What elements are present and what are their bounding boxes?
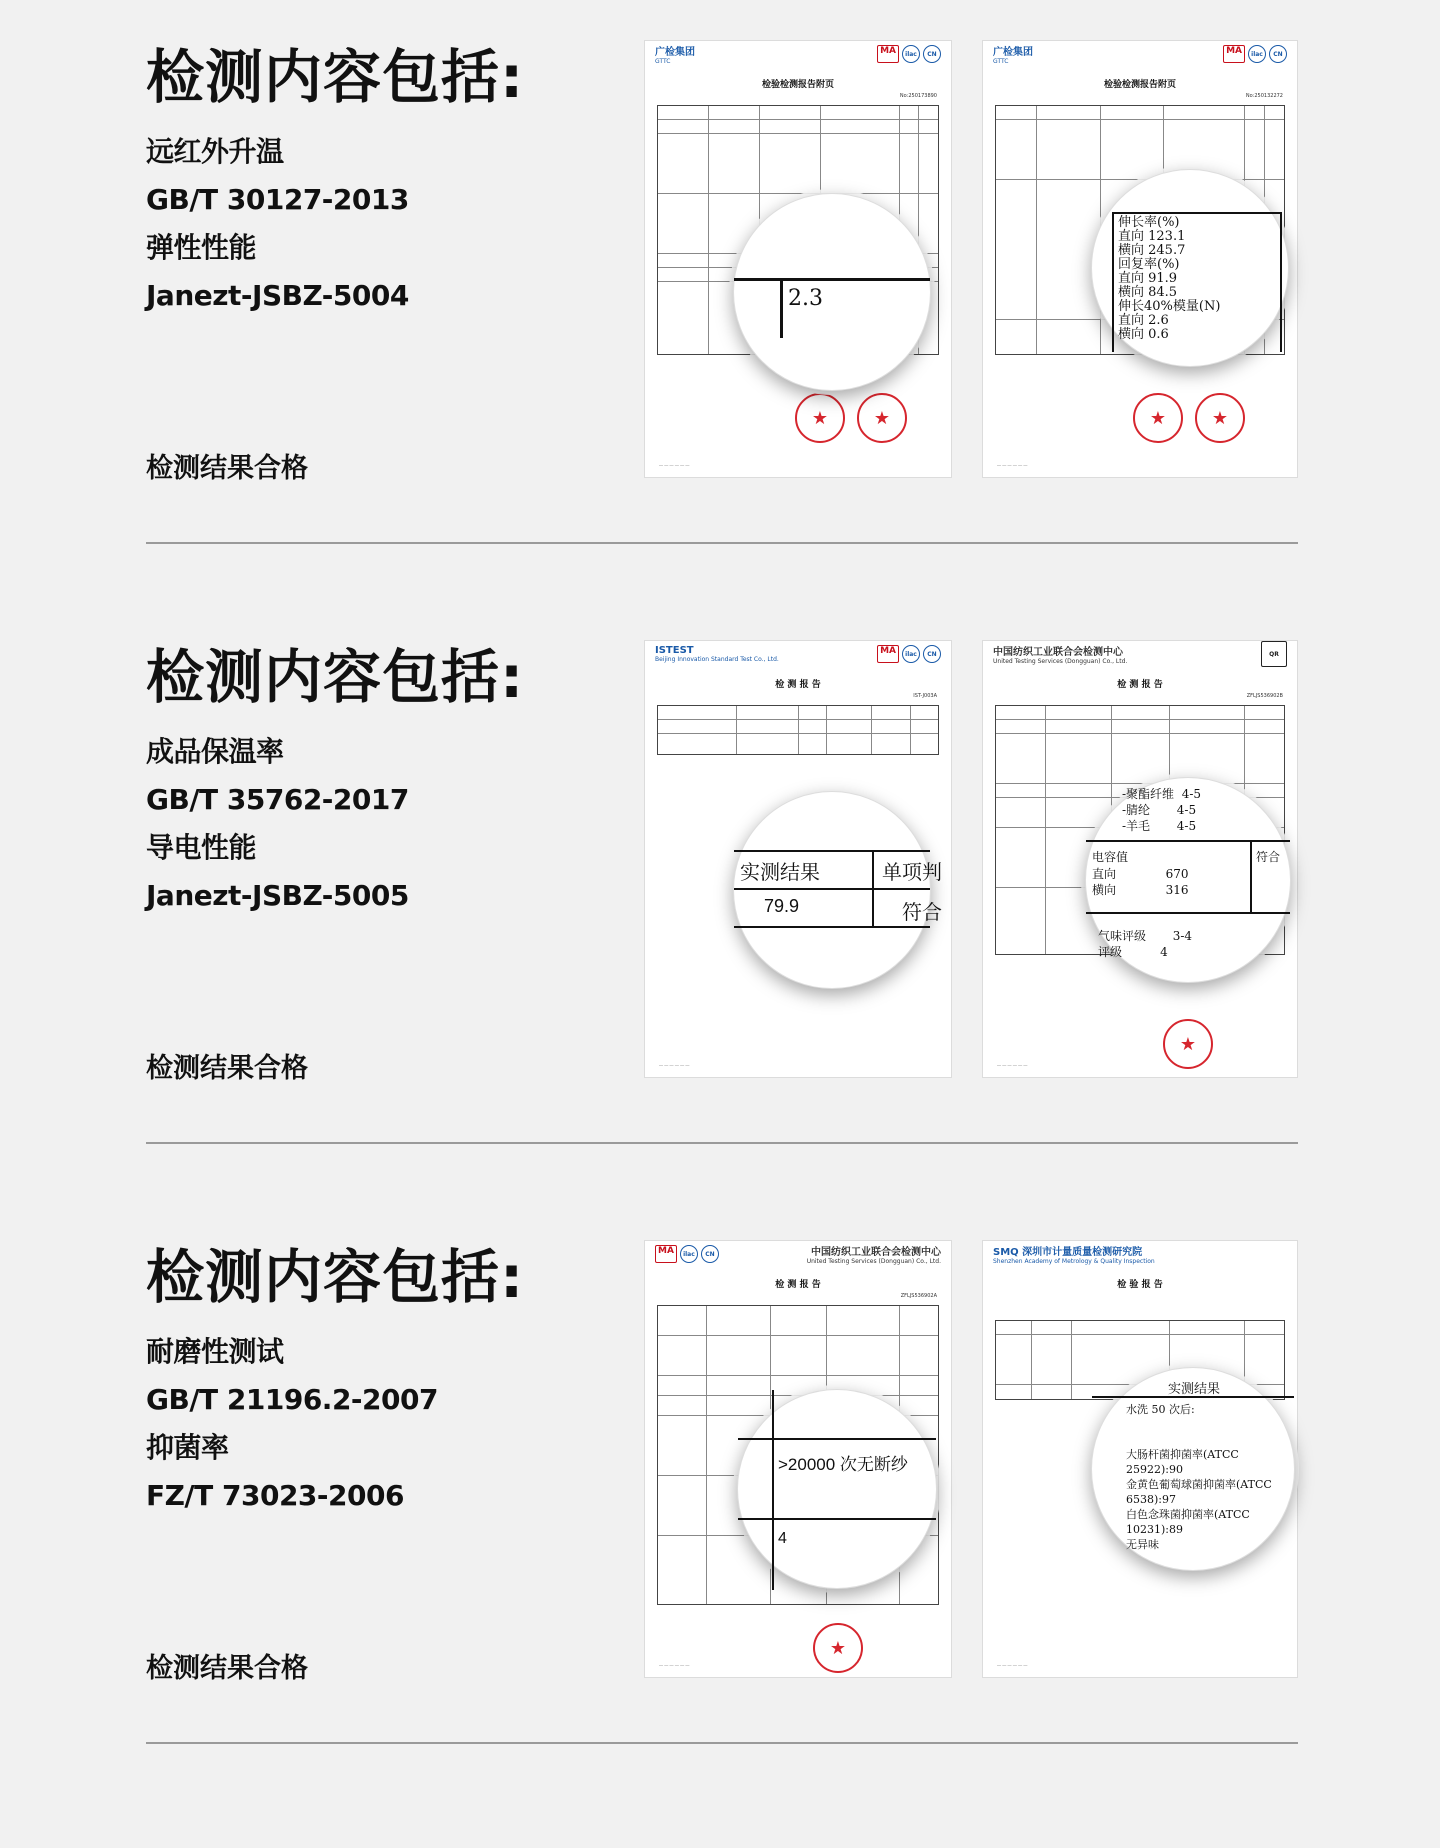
- red-seal-icon: ★: [1133, 393, 1183, 443]
- spec-list: [146, 728, 409, 920]
- report-brand-sub: Beijing Innovation Standard Test Co., Ltd.: [655, 656, 779, 663]
- report-brand: SMQ 深圳市计量质量检测研究院: [993, 1247, 1143, 1258]
- report-brand: 广检集团: [993, 47, 1033, 58]
- report-title: 检验检测报告附页: [1103, 80, 1176, 90]
- ma-logo-icon: MA: [655, 1245, 677, 1263]
- report-footer: ― ― ― ― ― ―: [997, 1063, 1028, 1068]
- report-title: 检 验 报 告: [1117, 1280, 1163, 1290]
- left-margin: [0, 0, 96, 1848]
- magnified-value: >20000 次无断纱: [778, 1455, 908, 1474]
- report-title: 检 测 报 告: [775, 680, 821, 690]
- cnas-logo-icon: CN: [1269, 45, 1287, 63]
- test-section-3: [96, 1200, 1344, 1800]
- report-header: [983, 1241, 1297, 1265]
- certification-logos: [1223, 45, 1287, 63]
- spec-item: GB/T 35762-2017: [146, 783, 409, 816]
- spec-item: 导电性能: [146, 831, 257, 864]
- report-footer: ― ― ― ― ― ―: [997, 463, 1028, 468]
- certification-logos: [877, 645, 941, 663]
- report-image-left: [644, 1240, 952, 1678]
- spec-item: Janezt-JSBZ-5004: [146, 279, 409, 312]
- report-title: 检验检测报告附页: [761, 80, 834, 90]
- report-footer: ― ― ― ― ― ―: [659, 1063, 690, 1068]
- magnified-rows: 气味评级 3-4 评级 4: [1098, 929, 1193, 959]
- spec-item: FZ/T 73023-2006: [146, 1479, 404, 1512]
- report-footer: ― ― ― ― ― ―: [997, 1663, 1028, 1668]
- section-heading: 检测内容包括:: [146, 1243, 525, 1311]
- magnified-header: 单项判: [882, 860, 942, 884]
- report-brand-sub: United Testing Services (Dongguan) Co., Ltd.: [806, 1258, 941, 1265]
- report-brand-sub: United Testing Services (Dongguan) Co., Ltd.: [993, 658, 1128, 665]
- magnified-label: 电容值: [1092, 850, 1129, 864]
- cnas-logo-icon: CN: [923, 645, 941, 663]
- result-text: 检测结果合格: [146, 1053, 308, 1084]
- spec-item: 远红外升温: [146, 135, 284, 168]
- magnifier-zoom: [737, 1389, 937, 1589]
- report-header: [645, 41, 951, 65]
- report-image-right: [982, 40, 1298, 478]
- spec-list: [146, 1328, 438, 1520]
- report-number: ZFLJS536902B: [1246, 693, 1283, 699]
- spec-item: 弹性性能: [146, 231, 257, 264]
- ma-logo-icon: MA: [877, 45, 899, 63]
- report-brand-sub: GTTC: [993, 58, 1009, 65]
- report-image-right: [982, 1240, 1298, 1678]
- magnified-rows: -聚酯纤维 4-5 -腈纶 4-5 -羊毛 4-5: [1122, 787, 1202, 833]
- report-number: IST-J003A: [913, 693, 937, 699]
- result-text: 检测结果合格: [146, 1653, 308, 1684]
- report-header: [983, 41, 1297, 65]
- report-table: [657, 705, 939, 755]
- report-title: 检 测 报 告: [775, 1280, 821, 1290]
- magnified-header: 实测结果: [740, 860, 820, 884]
- magnified-value: 79.9: [764, 896, 800, 916]
- report-image-left: [644, 640, 952, 1078]
- report-image-left: [644, 40, 952, 478]
- report-brand: 中国纺织工业联合会检测中心: [811, 1247, 941, 1258]
- red-seal-icon: ★: [795, 393, 845, 443]
- content-page: [96, 0, 1344, 1848]
- red-seal-icon: ★: [1163, 1019, 1213, 1069]
- ilac-logo-icon: ilac: [680, 1245, 698, 1263]
- magnifier-zoom: [1085, 777, 1291, 983]
- right-margin: [1344, 0, 1440, 1848]
- red-seal-icon: ★: [857, 393, 907, 443]
- report-image-right: [982, 640, 1298, 1078]
- report-number: No:250173890: [899, 93, 937, 99]
- magnified-lines: 伸长率(%) 直向 123.1 横向 245.7 回复率(%) 直向 91.9 横向 84.5 伸长40%模量(N) 直向 2.6 横向 0.6: [1118, 215, 1221, 342]
- spec-item: 耐磨性测试: [146, 1335, 284, 1368]
- report-brand-sub: GTTC: [655, 58, 671, 65]
- red-seal-icon: ★: [813, 1623, 863, 1673]
- report-brand-sub: Shenzhen Academy of Metrology & Quality Inspection: [993, 1258, 1155, 1265]
- ilac-logo-icon: ilac: [902, 45, 920, 63]
- section-divider: [146, 542, 1298, 544]
- red-seal-icon: ★: [1195, 393, 1245, 443]
- certification-logos: [877, 45, 941, 63]
- magnifier-zoom: [733, 193, 931, 391]
- spec-item: GB/T 21196.2-2007: [146, 1383, 438, 1416]
- result-text: 检测结果合格: [146, 453, 308, 484]
- magnified-pass: 符合: [1256, 850, 1281, 864]
- ma-logo-icon: MA: [1223, 45, 1245, 63]
- certification-logos: [655, 1245, 719, 1263]
- spec-item: 成品保温率: [146, 735, 284, 768]
- magnified-value: 4: [778, 1530, 787, 1547]
- magnifier-zoom: [1091, 169, 1289, 367]
- report-number: ZFLJS536902A: [900, 1293, 937, 1299]
- report-number: No:250132272: [1245, 93, 1283, 99]
- report-header: [645, 641, 951, 665]
- magnified-value: 2.3: [788, 286, 823, 311]
- magnified-rows: 直向 670 横向 316: [1092, 867, 1189, 897]
- spec-item: Janezt-JSBZ-5005: [146, 879, 409, 912]
- magnified-header: 实测结果: [1168, 1382, 1221, 1397]
- spec-list: [146, 128, 409, 320]
- report-header: [983, 641, 1297, 665]
- test-section-2: [96, 600, 1344, 1200]
- cnas-logo-icon: CN: [923, 45, 941, 63]
- section-divider: [146, 1142, 1298, 1144]
- section-heading: 检测内容包括:: [146, 643, 525, 711]
- magnified-value: 符合: [902, 900, 942, 924]
- magnifier-zoom: [733, 791, 942, 989]
- ilac-logo-icon: ilac: [902, 645, 920, 663]
- ma-logo-icon: MA: [877, 645, 899, 663]
- test-section-1: [96, 0, 1344, 600]
- report-footer: ― ― ― ― ― ―: [659, 463, 690, 468]
- spec-item: GB/T 30127-2013: [146, 183, 409, 216]
- cnas-logo-icon: CN: [701, 1245, 719, 1263]
- report-footer: ― ― ― ― ― ―: [659, 1663, 690, 1668]
- report-brand: 广检集团: [655, 47, 695, 58]
- report-brand: 中国纺织工业联合会检测中心: [993, 647, 1123, 658]
- magnified-lines: 水洗 50 次后: 大肠杆菌抑菌率(ATCC 25922):90 金黄色葡萄球菌抑菌率(ATCC 6538):97 白色念珠菌抑菌率(ATCC 10231):89 无异味: [1126, 1403, 1272, 1551]
- ilac-logo-icon: ilac: [1248, 45, 1266, 63]
- magnifier-zoom: [1091, 1367, 1295, 1571]
- report-title: 检 测 报 告: [1117, 680, 1163, 690]
- report-header: [645, 1241, 951, 1265]
- spec-item: 抑菌率: [146, 1431, 229, 1464]
- section-heading: 检测内容包括:: [146, 43, 525, 111]
- section-divider: [146, 1742, 1298, 1744]
- report-brand: ISTEST: [655, 645, 694, 656]
- qr-code-icon: QR: [1261, 641, 1287, 667]
